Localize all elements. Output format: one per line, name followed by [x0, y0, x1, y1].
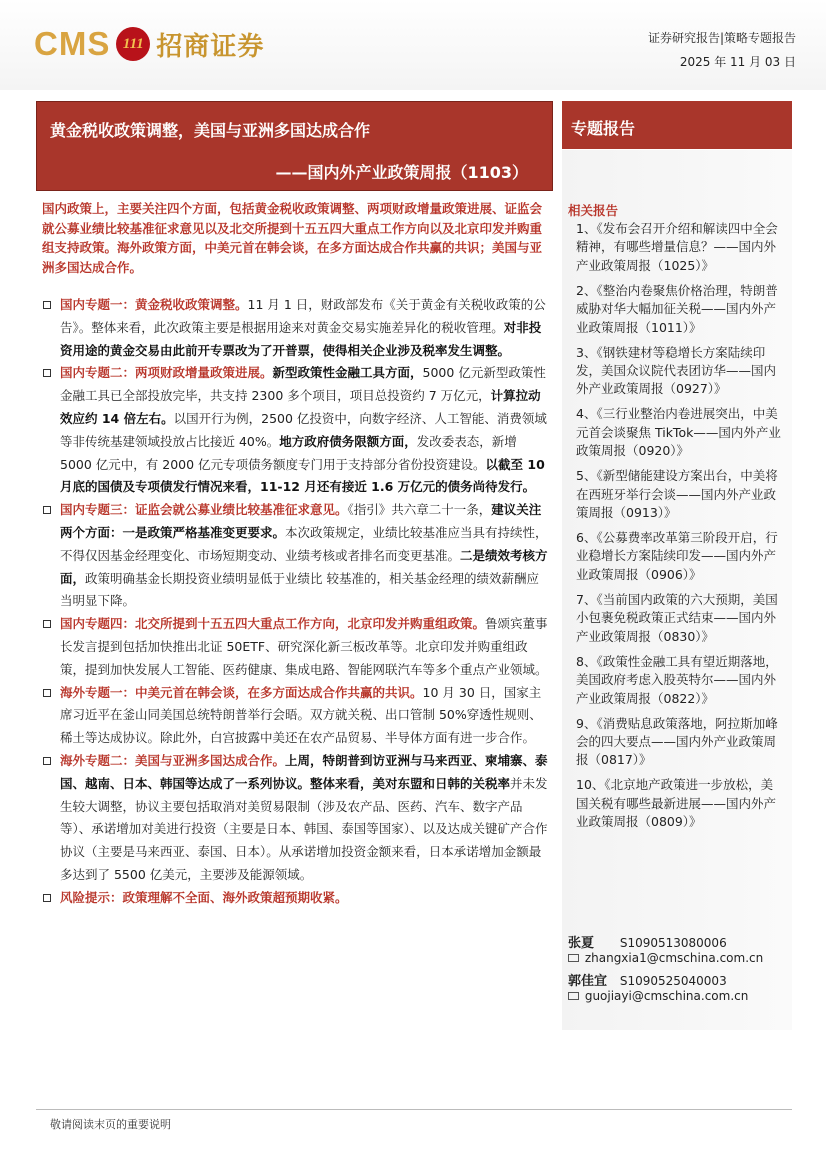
report-type: 证券研究报告|策略专题报告	[647, 31, 796, 45]
related-report-item[interactable]: 6、《公募费率改革第三阶段开启，行业稳增长方案陆续印发——国内外产业政策周报（0906）》	[576, 530, 778, 582]
logo-company-name: 招商证券	[156, 31, 265, 62]
bullet-text-segment: 风险提示：政策理解不全面、海外政策超预期收紧。	[60, 889, 348, 905]
bullet-square-icon	[43, 301, 51, 309]
bullet-square-icon	[43, 506, 51, 514]
summary-paragraph: 国内政策上，主要关注四个方面，包括黄金税收政策调整、两项财政增量政策进展、证监会就公募业绩比较基准征求意见以及北交所提到十五五四大重点工作方向以及北京印发并购重组支持政策。海外政策方面，中美元首在韩会谈，在多方面达成合作共赢的共识；美国与亚洲多国达成合作。	[42, 201, 543, 275]
bullet-item	[40, 887, 550, 910]
footer-divider	[36, 1109, 792, 1110]
bullet-item	[40, 294, 550, 362]
related-report-item[interactable]: 4、《三行业整治内卷进展突出，中美元首会谈聚焦 TikTok——国内外产业政策周报（0920）》	[576, 406, 781, 459]
bullet-text-segment: 建议关注两个方面：一是政策严格基准变更要求。	[60, 502, 542, 540]
bullet-item	[40, 750, 550, 887]
related-report-item[interactable]: 3、《钢铁建材等稳增长方案陆续印发，美国众议院代表团访华——国内外产业政策周报（0927）》	[576, 344, 777, 397]
bullet-text-segment: 海外专题一：中美元首在韩会谈，在多方面达成合作共赢的共识。	[60, 684, 423, 700]
email-text[interactable]: zhangxia1@cmschina.com.cn	[584, 951, 764, 965]
bullet-item	[40, 613, 550, 681]
related-report-item[interactable]: 1、《发布会召开介绍和解读四中全会精神，有哪些增量信息？——国内外产业政策周报（1025）》	[576, 221, 778, 273]
bullet-square-icon	[43, 620, 51, 628]
bullet-item	[40, 682, 550, 750]
logo-emblem-icon: 111	[116, 27, 150, 61]
bullet-text-segment: 政策明确基金长期投资业绩明显低于业绩比 较基准的，相关基金经理的绩效薪酬应当明显下降。	[60, 570, 539, 609]
bullet-text-segment: 二是绩效考核方面，	[60, 547, 548, 586]
author-2	[568, 970, 727, 989]
bullet-text-segment: 并未发生较大调整，协议主要包括取消对美贸易限制（涉及农产品、医药、汽车、数字产品等）、承诺增加对美进行投资（主要是日本、韩国、泰国等国家）、以及达成关键矿产合作协议（主要是马来西亚、泰国、日本）。从承诺增加投资金额来看，日本承诺增加金额最多达到了 5500 亿美元，主要涉及能源领域。	[60, 775, 548, 882]
report-date: 2025 年 11 月 03 日	[679, 55, 796, 69]
author-1-email[interactable]	[568, 951, 763, 965]
bullet-text-segment: 10 月 30 日，国家主席习近平在釜山同美国总统特朗普举行会晤。双方就关税、出口管制 50%穿透性规则、稀土等达成协议。除此外，白宫披露中美还在农产品贸易、半导体方面有进一步合作。	[60, 684, 542, 746]
footer-note: 敬请阅读末页的重要说明	[50, 1118, 171, 1131]
bullet-text-segment: 地方政府债务限额方面，	[279, 433, 417, 449]
bullet-text-segment: 鲁颂宾董事长发言提到包括加快推出北证 50ETF、研究深化新三板改革等。北京印发并购重组政策，提到加快发展人工智能、医药健康、集成电路、智能网联汽车等多个重点产业领域。	[60, 616, 548, 677]
bullet-square-icon	[43, 689, 51, 697]
title-banner	[36, 101, 553, 191]
sidebar-header-label: 专题报告	[571, 119, 636, 138]
bullet-text-segment: 《指引》共六章二十一条，	[347, 502, 492, 518]
bullet-item	[40, 362, 550, 499]
author-id: S1090513080006	[619, 936, 727, 950]
bullet-text-segment: 以国开行为例，2500 亿投资中，向数字经济、人工智能、消费领域等非传统基建领域投放占比接近 40%。	[60, 410, 547, 449]
author-2-email[interactable]	[568, 989, 748, 1003]
header-meta	[648, 26, 796, 74]
email-text[interactable]: guojiayi@cmschina.com.cn	[584, 989, 749, 1003]
mail-icon	[568, 992, 579, 1000]
bullet-square-icon	[43, 369, 51, 377]
bullet-text-segment: 11 月 1 日，财政部发布《关于黄金有关税收政策的公告》。整体来看，此次政策主要是根据用途来对黄金交易实施差异化的税收管理。	[60, 297, 546, 335]
related-report-item[interactable]: 5、《新型储能建设方案出台，中美将在西班牙举行会谈——国内外产业政策周报（0913）》	[576, 468, 778, 521]
bullet-square-icon	[43, 894, 51, 902]
bullet-item	[40, 499, 550, 613]
bullet-text-segment: 本次政策规定，业绩比较基准应当具有持续性，不得仅因基金经理变化、市场短期变动、业绩考核或者排名而变更基准。	[60, 524, 548, 563]
related-reports-title: 相关报告	[568, 203, 619, 218]
related-report-item[interactable]: 10、《北京地产政策进一步放松，美国关税有哪些最新进展——国内外产业政策周报（0809）》	[576, 777, 777, 830]
bullet-text-segment: 国内专题四：北交所提到十五五四大重点工作方向，北京印发并购重组政策。	[60, 616, 486, 632]
bullet-text-segment: 海外专题二：美国与亚洲多国达成合作。	[60, 752, 286, 768]
related-report-item[interactable]: 7、《当前国内政策的六大预期，美国小包裹免税政策正式结束——国内外产业政策周报（0830）》	[576, 591, 778, 644]
author-1	[568, 932, 727, 951]
related-report-item[interactable]: 9、《消费贴息政策落地，阿拉斯加峰会的四大要点——国内外产业政策周报（0817）》	[576, 715, 778, 768]
bullet-text-segment: 国内专题一：黄金税收政策调整。	[60, 297, 248, 312]
bullet-text-segment: 以截至 10 月底的国债及专项债发行情况来看，11-12 月还有接近 1.6 万亿元的债务尚待发行。	[60, 456, 545, 495]
company-logo	[34, 20, 264, 68]
sidebar-header	[562, 101, 792, 149]
bullet-list	[40, 294, 550, 910]
bullet-text-segment: 发改委表态，新增 5000 亿元中，有 2000 亿元专项债务额度专门用于支持部分省份投资建设。	[60, 433, 517, 472]
report-title: 黄金税收政策调整，美国与亚洲多国达成合作	[50, 121, 371, 140]
logo-cms-text: CMS	[34, 25, 111, 62]
bullet-text-segment: 计算拉动效应约 14 倍左右。	[60, 388, 541, 426]
author-id: S1090525040003	[619, 974, 727, 988]
related-report-item[interactable]: 2、《整治内卷聚焦价格治理，特朗普威胁对华大幅加征关税——国内外产业政策周报（1011）》	[576, 282, 778, 335]
bullet-square-icon	[43, 757, 51, 765]
mail-icon	[568, 954, 579, 962]
bullet-text-segment: 国内专题三：证监会就公募业绩比较基准征求意见。	[60, 502, 348, 518]
related-reports-list	[576, 220, 782, 838]
report-subtitle: ——国内外产业政策周报（1103）	[275, 163, 528, 182]
author-name: 张夏	[568, 936, 595, 951]
bullet-text-segment: 对非投资用途的黄金交易由此前开专票改为了开普票，使得相关企业涉及税率发生调整。	[60, 319, 542, 358]
related-report-item[interactable]: 8、《政策性金融工具有望近期落地，美国政府考虑入股英特尔——国内外产业政策周报（0822）》	[576, 653, 778, 706]
author-name: 郭佳宜	[568, 974, 608, 989]
bullet-text-segment: 国内专题二：两项财政增量政策进展。	[60, 365, 273, 381]
bullet-text-segment: 5000 亿元新型政策性金融工具已全部投放完毕，共支持 2300 多个项目，项目总投资约 7 万亿元，	[60, 365, 546, 404]
bullet-text-segment: 新型政策性金融工具方面，	[272, 365, 423, 381]
bullet-text-segment: 上周，特朗普到访亚洲与马来西亚、柬埔寨、泰国、越南、日本、韩国等达成了一系列协议。整体来看，美对东盟和日韩的关税率	[60, 752, 548, 791]
page-header	[0, 0, 826, 90]
